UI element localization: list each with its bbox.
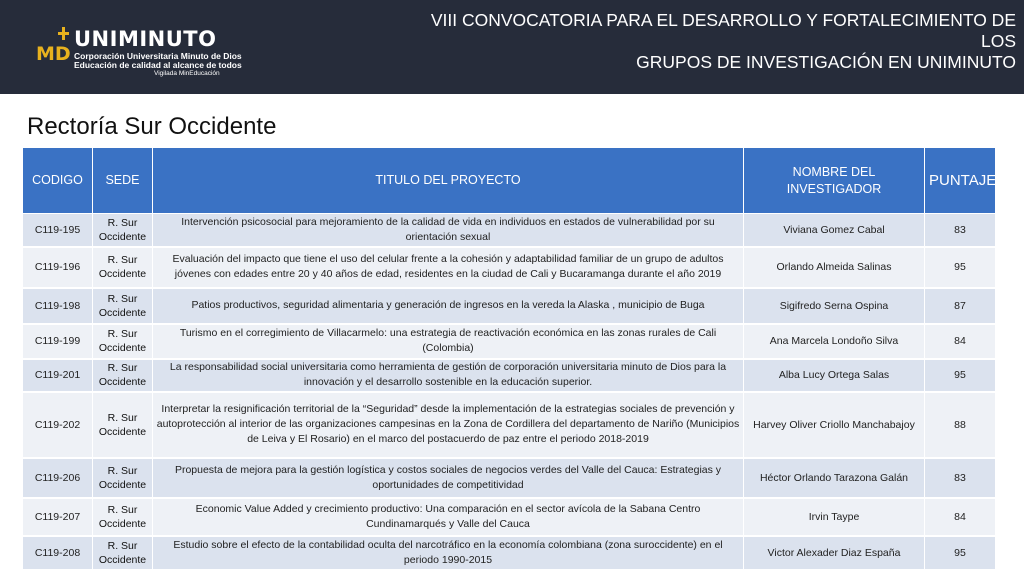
cell-titulo: La responsabilidad social universitaria como herramienta de gestión de corporación universitaria minuto de Dios para la innovación y el desarrollo sostenible en la educación superior. [153,359,744,392]
cell-investigador: Héctor Orlando Tarazona Galán [744,458,925,498]
table-row [23,458,996,498]
logo-tagline-3: Vigilada MinEducación [154,70,220,77]
cell-puntaje: 84 [925,324,996,359]
cell-puntaje: 88 [925,392,996,458]
cell-investigador: Alba Lucy Ortega Salas [744,359,925,392]
table-row [23,288,996,324]
column-header-investigador: NOMBRE DEL INVESTIGADOR [744,148,925,214]
cell-puntaje: 83 [925,214,996,247]
table-row [23,392,996,458]
logo-name: UNIMINUTO [74,27,217,51]
column-header-titulo: TITULO DEL PROYECTO [153,148,744,214]
column-header-sede: SEDE [93,148,153,214]
cell-investigador: Orlando Almeida Salinas [744,247,925,288]
cell-codigo: C119-208 [23,536,93,570]
table-row [23,536,996,570]
cell-codigo: C119-206 [23,458,93,498]
cell-sede: R. Sur Occidente [93,247,153,288]
cell-investigador: Viviana Gomez Cabal [744,214,925,247]
cell-titulo: Patios productivos, seguridad alimentaria y generación de ingresos en la vereda la Alaska , municipio de Buga [153,288,744,324]
cell-investigador: Sigifredo Serna Ospina [744,288,925,324]
cell-codigo: C119-196 [23,247,93,288]
cell-investigador: Harvey Oliver Criollo Manchabajoy [744,392,925,458]
header-title [396,10,1016,73]
cell-codigo: C119-201 [23,359,93,392]
cell-investigador: Victor Alexader Diaz España [744,536,925,570]
header-banner [0,0,1024,94]
cell-titulo: Turismo en el corregimiento de Villacarmelo: una estrategia de reactivación económica en las zonas rurales de Cali (Colombia) [153,324,744,359]
logo-mark-text: MD [36,43,71,65]
cell-sede: R. Sur Occidente [93,498,153,536]
cell-codigo: C119-199 [23,324,93,359]
logo-tagline-1: Corporación Universitaria Minuto de Dios [74,51,242,61]
cell-puntaje: 84 [925,498,996,536]
cell-titulo: Economic Value Added y crecimiento productivo: Una comparación en el sector avícola de la Sabana Centro Cundinamarqués y Valle del Cauca [153,498,744,536]
cell-puntaje: 95 [925,247,996,288]
cell-sede: R. Sur Occidente [93,288,153,324]
cell-titulo: Evaluación del impacto que tiene el uso del celular frente a la cohesión y adaptabilidad familiar de un grupo de adultos jóvenes con edades entre 20 y 40 años de edad, residentes en la ciudad de Cali y Bucaramanga durante el año 2019 [153,247,744,288]
table-row [23,247,996,288]
projects-table [22,147,996,571]
table-row [23,359,996,392]
header-title-line-2: GRUPOS DE INVESTIGACIÓN EN UNIMINUTO [636,52,1016,72]
cell-puntaje: 83 [925,458,996,498]
uniminuto-logo-mark-icon [36,26,72,66]
cell-puntaje: 95 [925,536,996,570]
cell-puntaje: 95 [925,359,996,392]
cell-codigo: C119-198 [23,288,93,324]
cell-sede: R. Sur Occidente [93,458,153,498]
cell-sede: R. Sur Occidente [93,359,153,392]
table-row [23,498,996,536]
table-row [23,214,996,247]
column-header-puntaje: PUNTAJE [925,148,996,214]
logo-tagline-2: Educación de calidad al alcance de todos [74,60,242,70]
cell-puntaje: 87 [925,288,996,324]
cell-sede: R. Sur Occidente [93,392,153,458]
cell-investigador: Irvin Taype [744,498,925,536]
cell-codigo: C119-202 [23,392,93,458]
uniminuto-logo [36,24,242,77]
page-title: Rectoría Sur Occidente [27,113,277,140]
cell-codigo: C119-195 [23,214,93,247]
cell-sede: R. Sur Occidente [93,214,153,247]
column-header-codigo: CODIGO [23,148,93,214]
cell-titulo: Intervención psicosocial para mejoramiento de la calidad de vida en individuos en estados de vulnerabilidad por su orientación sexual [153,214,744,247]
cell-investigador: Ana Marcela Londoño Silva [744,324,925,359]
cell-sede: R. Sur Occidente [93,536,153,570]
cell-titulo: Estudio sobre el efecto de la contabilidad oculta del narcotráfico en la economía colombiana (zona suroccidente) en el periodo 1990-2015 [153,536,744,570]
cell-titulo: Interpretar la resignificación territorial de la “Seguridad” desde la implementación de la estrategias sociales de prevención y autoprotección al interior de las organizaciones campesinas en la Zona de Cordillera del departamento de Nariño (Municipios de Leiva y El Rosario) en el marco del postacuerdo de paz entre el periodo 2018-2019 [153,392,744,458]
table-row [23,324,996,359]
cell-codigo: C119-207 [23,498,93,536]
cell-titulo: Propuesta de mejora para la gestión logística y costos sociales de negocios verdes del Valle del Cauca: Estrategias y oportunidades de competitividad [153,458,744,498]
header-title-line-1: VIII CONVOCATORIA PARA EL DESARROLLO Y FORTALECIMIENTO DE LOS [430,10,1016,51]
table-header-row [23,148,996,214]
cell-sede: R. Sur Occidente [93,324,153,359]
